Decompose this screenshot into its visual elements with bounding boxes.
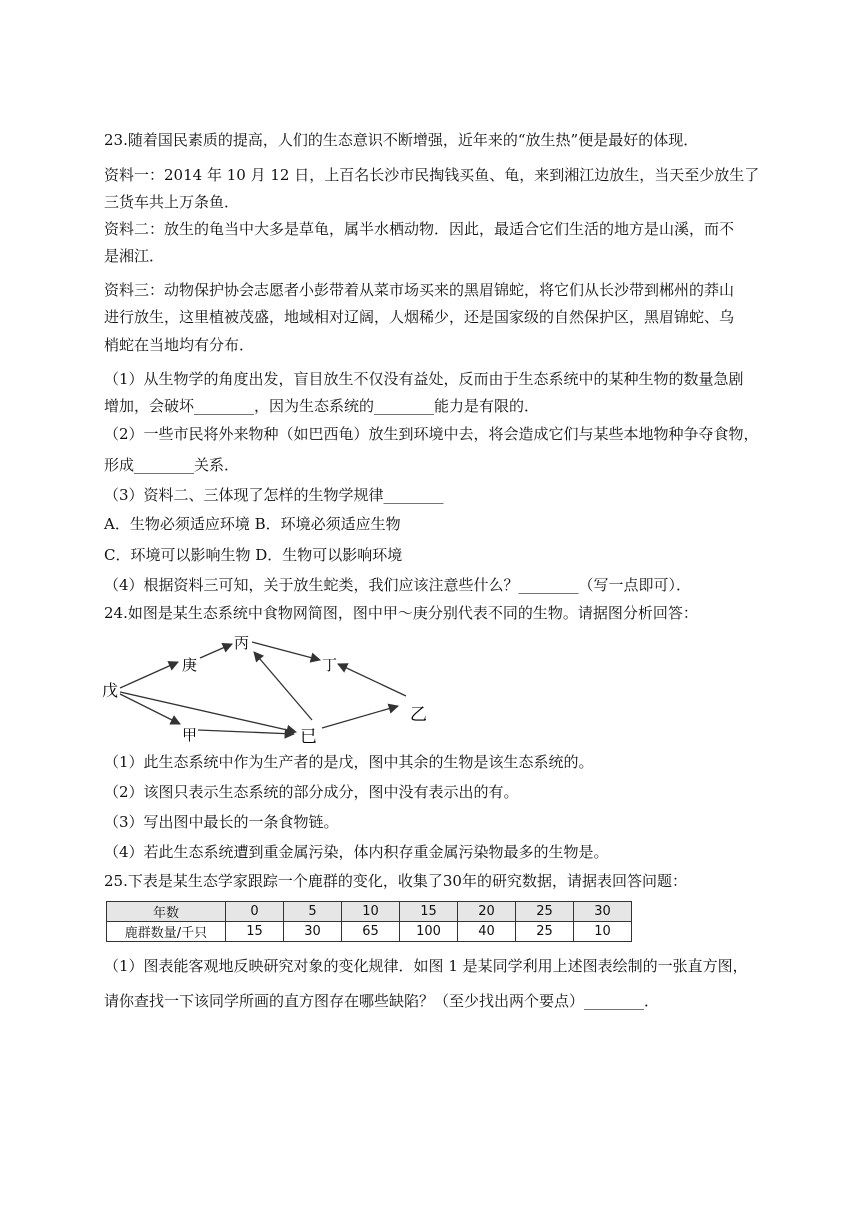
table-cell: 30 — [284, 922, 342, 942]
node-wu: 戊 — [102, 681, 119, 700]
q25-sub1-line2: 请你查找一下该同学所画的直方图存在哪些缺陷？（至少找出两个要点）________． — [104, 992, 660, 1010]
table-cell: 40 — [458, 922, 516, 942]
q23-sub1-line1: （1）从生物学的角度出发，盲目放生不仅没有益处，反而由于生态系统中的某种生物的数量急剧 — [104, 370, 744, 388]
arrow-ji-yi — [322, 706, 398, 728]
node-ding: 丁 — [322, 656, 338, 674]
table-cell: 15 — [400, 902, 458, 922]
table-header-counts: 鹿群数量/千只 — [107, 922, 226, 942]
arrow-wu-geng — [120, 662, 178, 688]
q23-material3-line1: 资料三：动物保护协会志愿者小彭带着从菜市场买来的黑眉锦蛇，将它们从长沙带到郴州的莽山 — [104, 281, 735, 299]
q23-material2-line2: 是湘江． — [104, 247, 165, 265]
table-cell: 15 — [226, 922, 284, 942]
table-cell: 20 — [458, 902, 516, 922]
node-yi: 乙 — [410, 705, 427, 725]
node-geng: 庚 — [182, 656, 198, 674]
table-cell: 0 — [226, 902, 284, 922]
table-header-years: 年数 — [107, 902, 226, 922]
arrow-wu-ji — [120, 692, 296, 732]
q24-intro: 24.如图是某生态系统中食物网简图，图中甲～庚分别代表不同的生物。请据图分析回答： — [104, 604, 698, 622]
table-cell: 10 — [342, 902, 400, 922]
q23-sub4: （4）根据资料三可知，关于放生蛇类，我们应该注意些什么？________（写一点即可）． — [104, 576, 692, 594]
q23-material1-line1: 资料一：2014 年 10 月 12 日，上百名长沙市民掏钱买鱼、龟，来到湘江边放生，当天至少放生了 — [104, 166, 760, 184]
q23-options-ab: A．生物必须适应环境 B．环境必须适应生物 — [104, 515, 401, 533]
q25-intro: 25.下表是某生态学家跟踪一个鹿群的变化，收集了30年的研究数据，请据表回答问题： — [104, 872, 687, 890]
table-cell: 25 — [516, 922, 574, 942]
table-cell: 100 — [400, 922, 458, 942]
q23-sub1-line2: 增加，会破坏________，因为生态系统的________能力是有限的． — [104, 397, 540, 415]
q23-sub2-line1: （2）一些市民将外来物种（如巴西龟）放生到环境中去，将会造成它们与某些本地物种争夺食物， — [104, 425, 759, 443]
food-web-diagram — [100, 628, 440, 746]
table-cell: 5 — [284, 902, 342, 922]
q23-sub3: （3）资料二、三体现了怎样的生物学规律________ — [104, 486, 444, 504]
table-row-years — [107, 902, 632, 922]
node-ji: 已 — [300, 727, 317, 746]
q23-material3-line3: 梢蛇在当地均有分布． — [104, 336, 255, 354]
table-cell: 65 — [342, 922, 400, 942]
arrow-jia-ji — [198, 730, 294, 734]
q25-sub1-line1: （1）图表能客观地反映研究对象的变化规律．如图 1 是某同学利用上述图表绘制的一张直方图， — [104, 957, 748, 975]
arrow-ji-bing — [254, 652, 312, 720]
arrow-bing-ding — [252, 642, 320, 660]
q24-sub4: （4）若此生态系统遭到重金属污染，体内积存重金属污染物最多的生物是。 — [104, 843, 609, 861]
table-row-counts — [107, 922, 632, 942]
q24-sub1: （1）此生态系统中作为生产者的是戊，图中其余的生物是该生态系统的。 — [104, 753, 594, 771]
table-cell: 25 — [516, 902, 574, 922]
q23-intro: 23.随着国民素质的提高，人们的生态意识不断增强，近年来的“放生热”便是最好的体现． — [104, 131, 699, 149]
arrow-yi-ding — [338, 664, 406, 696]
arrow-geng-bing — [200, 644, 232, 658]
deer-population-table — [106, 901, 632, 942]
q23-material2-line1: 资料二：放生的龟当中大多是草龟，属半水栖动物．因此，最适合它们生活的地方是山溪，而不 — [104, 220, 735, 238]
table-cell: 30 — [574, 902, 632, 922]
node-jia: 甲 — [182, 726, 198, 744]
q23-material1-line2: 三货车共上万条鱼． — [104, 193, 240, 211]
q24-sub3: （3）写出图中最长的一条食物链。 — [104, 813, 339, 831]
q24-sub2: （2）该图只表示生态系统的部分成分，图中没有表示出的有。 — [104, 783, 519, 801]
node-bing: 丙 — [234, 634, 250, 652]
table-cell: 10 — [574, 922, 632, 942]
q23-sub2-line2: 形成________关系． — [104, 456, 240, 474]
q23-options-cd: C．环境可以影响生物 D．生物可以影响环境 — [104, 546, 403, 564]
q23-material3-line2: 进行放生，这里植被茂盛，地域相对辽阔，人烟稀少，还是国家级的自然保护区，黑眉锦蛇、乌 — [104, 308, 735, 326]
